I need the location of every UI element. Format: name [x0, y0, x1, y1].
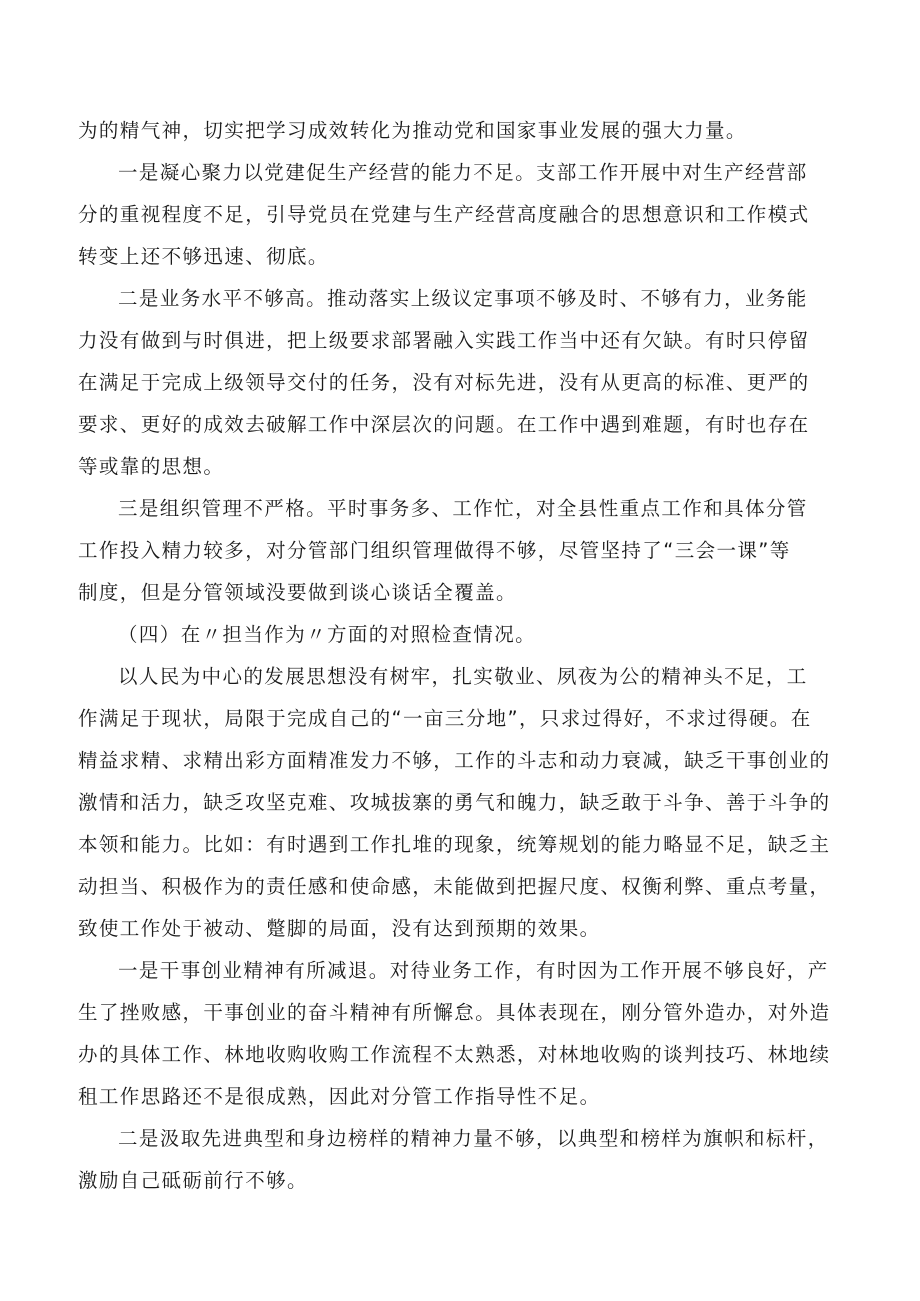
text-line: 要求、更好的成效去破解工作中深层次的问题。在工作中遇到难题，有时也存在 — [78, 413, 810, 436]
paragraph-start-line: 一是干事创业精神有所减退。对待业务工作，有时因为工作开展不够良好，产 — [118, 959, 829, 982]
text-line: 工作投入精力较多，对分管部门组织管理做得不够，尽管坚持了“三会一课”等 — [78, 539, 791, 562]
text-line: 为的精气神，切实把学习成效转化为推动党和国家事业发展的强大力量。 — [78, 119, 747, 142]
text-line: 动担当、积极作为的责任感和使命感，未能做到把握尺度、权衡利弊、重点考量， — [78, 875, 831, 898]
paragraph-start-line: 一是凝心聚力以党建促生产经营的能力不足。支部工作开展中对生产经营部 — [118, 161, 808, 184]
text-line: 本领和能力。比如：有时遇到工作扎堆的现象，统筹规划的能力略显不足，缺乏主 — [78, 833, 831, 856]
text-line: 分的重视程度不足，引导党员在党建与生产经营高度融合的思想意识和工作模式 — [78, 203, 810, 226]
text-line: 在满足于完成上级领导交付的任务，没有对标先进，没有从更高的标准、更严的 — [78, 371, 810, 394]
text-line: 制度，但是分管领域没要做到谈心谈话全覆盖。 — [78, 581, 517, 604]
text-line: 作满足于现状，局限于完成自己的“一亩三分地”，只求过得好，不求过得硬。在 — [78, 707, 812, 730]
paragraph-start-line: 二是业务水平不够高。推动落实上级议定事项不够及时、不够有力，业务能 — [118, 287, 808, 310]
text-line: 激励自己砥砺前行不够。 — [78, 1169, 308, 1192]
text-line: 力没有做到与时俱进，把上级要求部署融入实践工作当中还有欠缺。有时只停留 — [78, 329, 810, 352]
paragraph-start-line: 以人民为中心的发展思想没有树牢，扎实敬业、夙夜为公的精神头不足，工 — [118, 665, 808, 688]
text-line: 租工作思路还不是很成熟，因此对分管工作指导性不足。 — [78, 1085, 601, 1108]
paragraph-start-line: 二是汲取先进典型和身边榜样的精神力量不够，以典型和榜样为旗帜和标杆， — [118, 1127, 829, 1150]
text-line: 致使工作处于被动、蹩脚的局面，没有达到预期的效果。 — [78, 917, 601, 940]
text-line: 精益求精、求精出彩方面精准发力不够，工作的斗志和动力衰减，缺乏干事创业的 — [78, 749, 831, 772]
section-heading: （四）在〃担当作为〃方面的对照检查情况。 — [118, 623, 537, 646]
text-line: 生了挫败感，干事创业的奋斗精神有所懈怠。具体表现在，刚分管外造办，对外造 — [78, 1001, 831, 1024]
text-line: 激情和活力，缺乏攻坚克难、攻城拔寨的勇气和魄力，缺乏敢于斗争、善于斗争的 — [78, 791, 831, 814]
text-line: 转变上还不够迅速、彻底。 — [78, 245, 329, 268]
paragraph-start-line: 三是组织管理不严格。平时事务多、工作忙，对全县性重点工作和具体分管 — [118, 497, 808, 520]
text-line: 办的具体工作、林地收购收购工作流程不太熟悉，对林地收购的谈判技巧、林地续 — [78, 1043, 831, 1066]
text-line: 等或靠的思想。 — [78, 455, 225, 478]
